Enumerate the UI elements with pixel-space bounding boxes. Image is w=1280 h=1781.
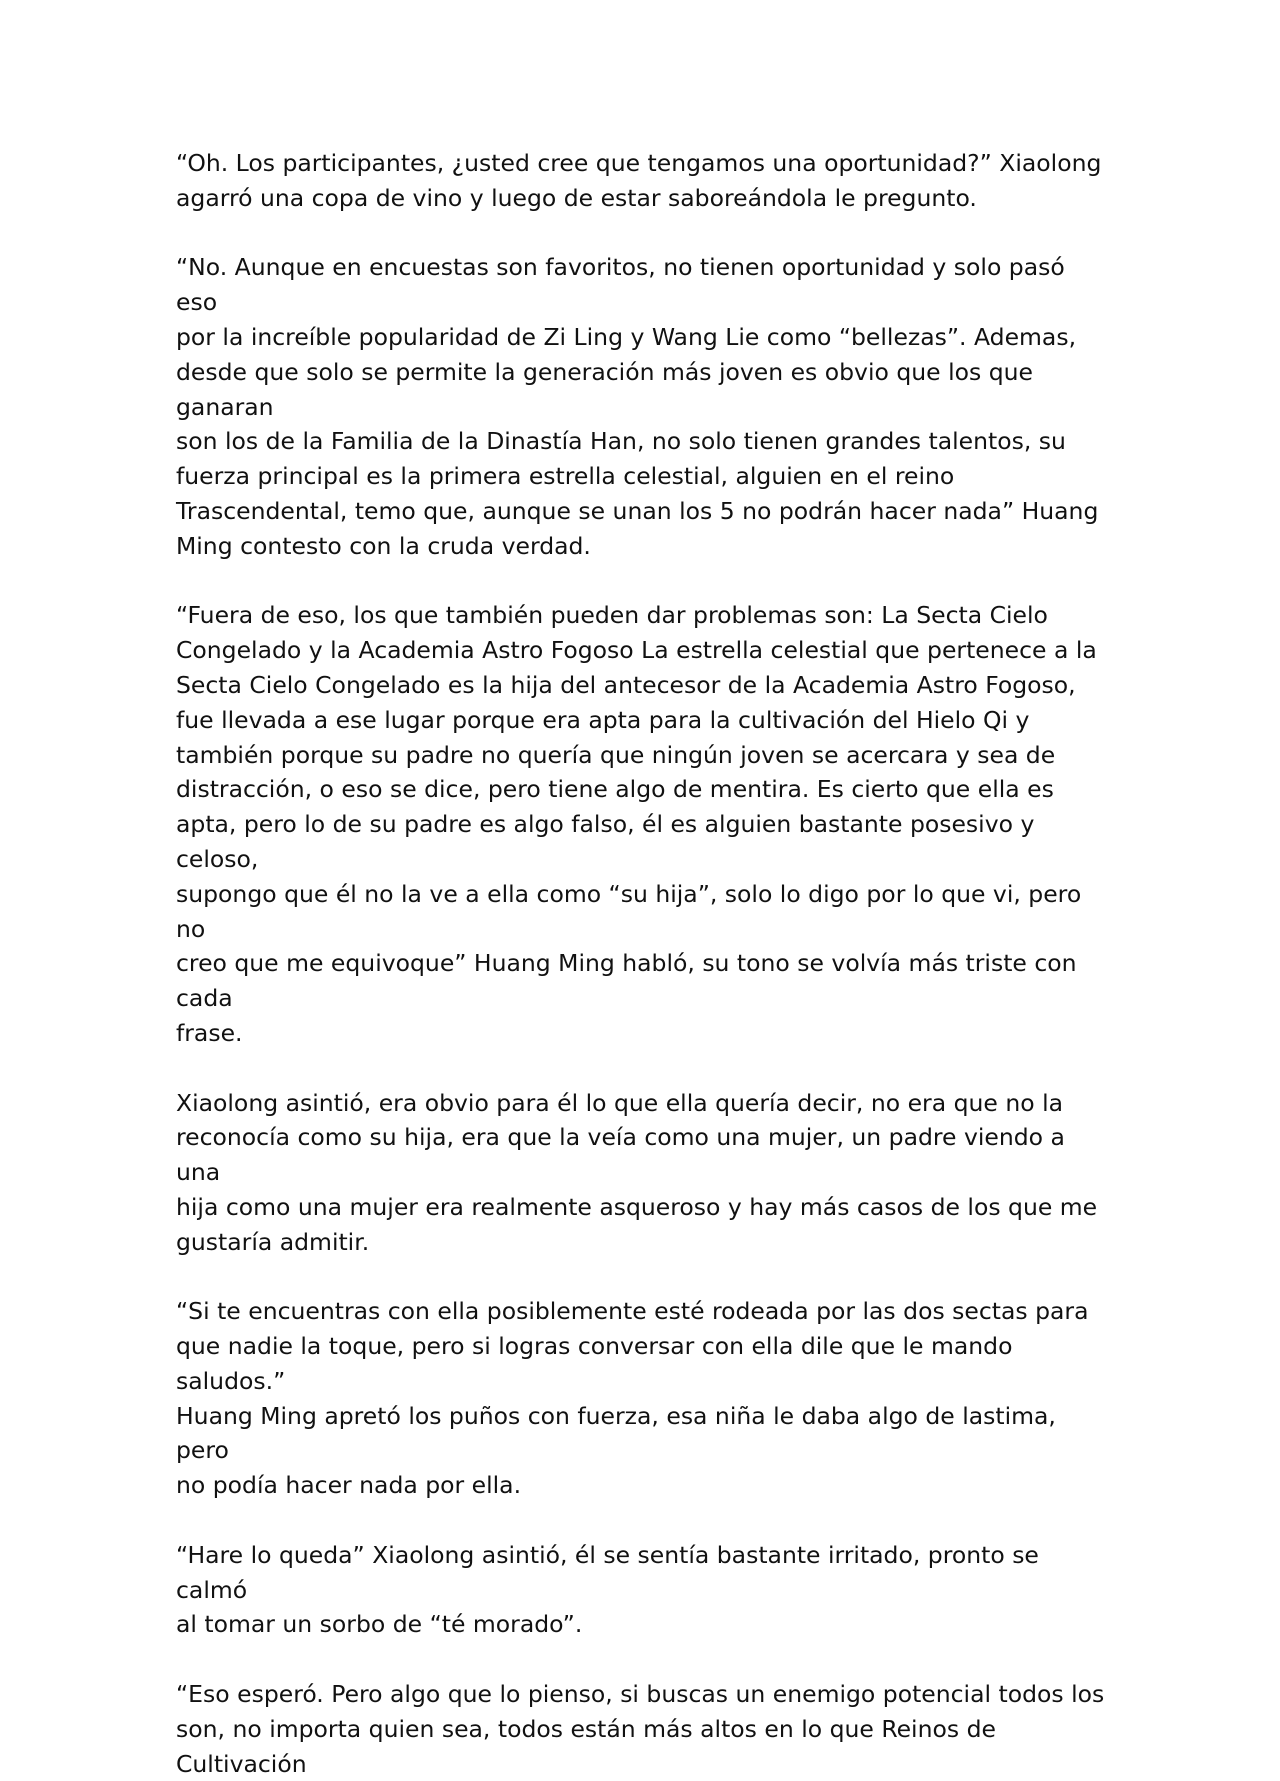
paragraph-2: “No. Aunque en encuestas son favoritos, no tienen oportunidad y solo pasó eso por la increíble popularidad de Zi Ling y Wang Lie como “bellezas”. Ademas, desde que solo se permite la generación más joven es obvio que los que ganaran son los de la Familia de la Dinastía Han, no solo tienen grandes talentos, su fuerza principal es la primera estrella celestial, alguien en el reino Trascendental, temo que, aunque se unan los 5 no podrán hacer nada” Huang Ming contesto con la cruda verdad. (176, 253, 1099, 560)
paragraph-4: Xiaolong asintió, era obvio para él lo que ella quería decir, no era que no la reconocía como su hija, era que la veía como una mujer, un padre viendo a una hija como una mujer era realmente asqueroso y hay más casos de los que me gustaría admitir. (176, 1088, 1098, 1256)
paragraph-7: “Eso esperó. Pero algo que lo pienso, si buscas un enemigo potencial todos los son, no importa quien sea, todos están más altos en lo que Reinos de Cultivación (176, 1680, 1105, 1778)
paragraph-3: “Fuera de eso, los que también pueden dar problemas son: La Secta Cielo Congelado y la Academia Astro Fogoso La estrella celestial que pertenece a la Secta Cielo Congelado es la hija del antecesor de la Academia Astro Fogoso, fue llevada a ese lugar porque era apta para la cultivación del Hielo Qi y también porque su padre no quería que ningún joven se acercara y sea de distracción, o eso se dice, pero tiene algo de mentira. Es cierto que ella es apta, pero lo de su padre es algo falso, él es alguien bastante posesivo y celoso, supongo que él no la ve a ella como “su hija”, solo lo digo por lo que vi, pero no creo que me equivoque” Huang Ming habló, su tono se volvía más triste con cada frase. (176, 601, 1097, 1047)
paragraph-6: “Hare lo queda” Xiaolong asintió, él se sentía bastante irritado, pronto se calmó al tomar un sorbo de “té morado”. (176, 1540, 1039, 1639)
document-body (176, 146, 1106, 1781)
paragraph-5: “Si te encuentras con ella posiblemente esté rodeada por las dos sectas para que nadie la toque, pero si logras conversar con ella dile que le mando saludos.” Huang Ming apretó los puños con fuerza, esa niña le daba algo de lastima, pero no podía hacer nada por ella. (176, 1297, 1089, 1500)
paragraph-1: “Oh. Los participantes, ¿usted cree que tengamos una oportunidad?” Xiaolong agarró una copa de vino y luego de estar saboreándola le pregunto. (176, 149, 1102, 212)
